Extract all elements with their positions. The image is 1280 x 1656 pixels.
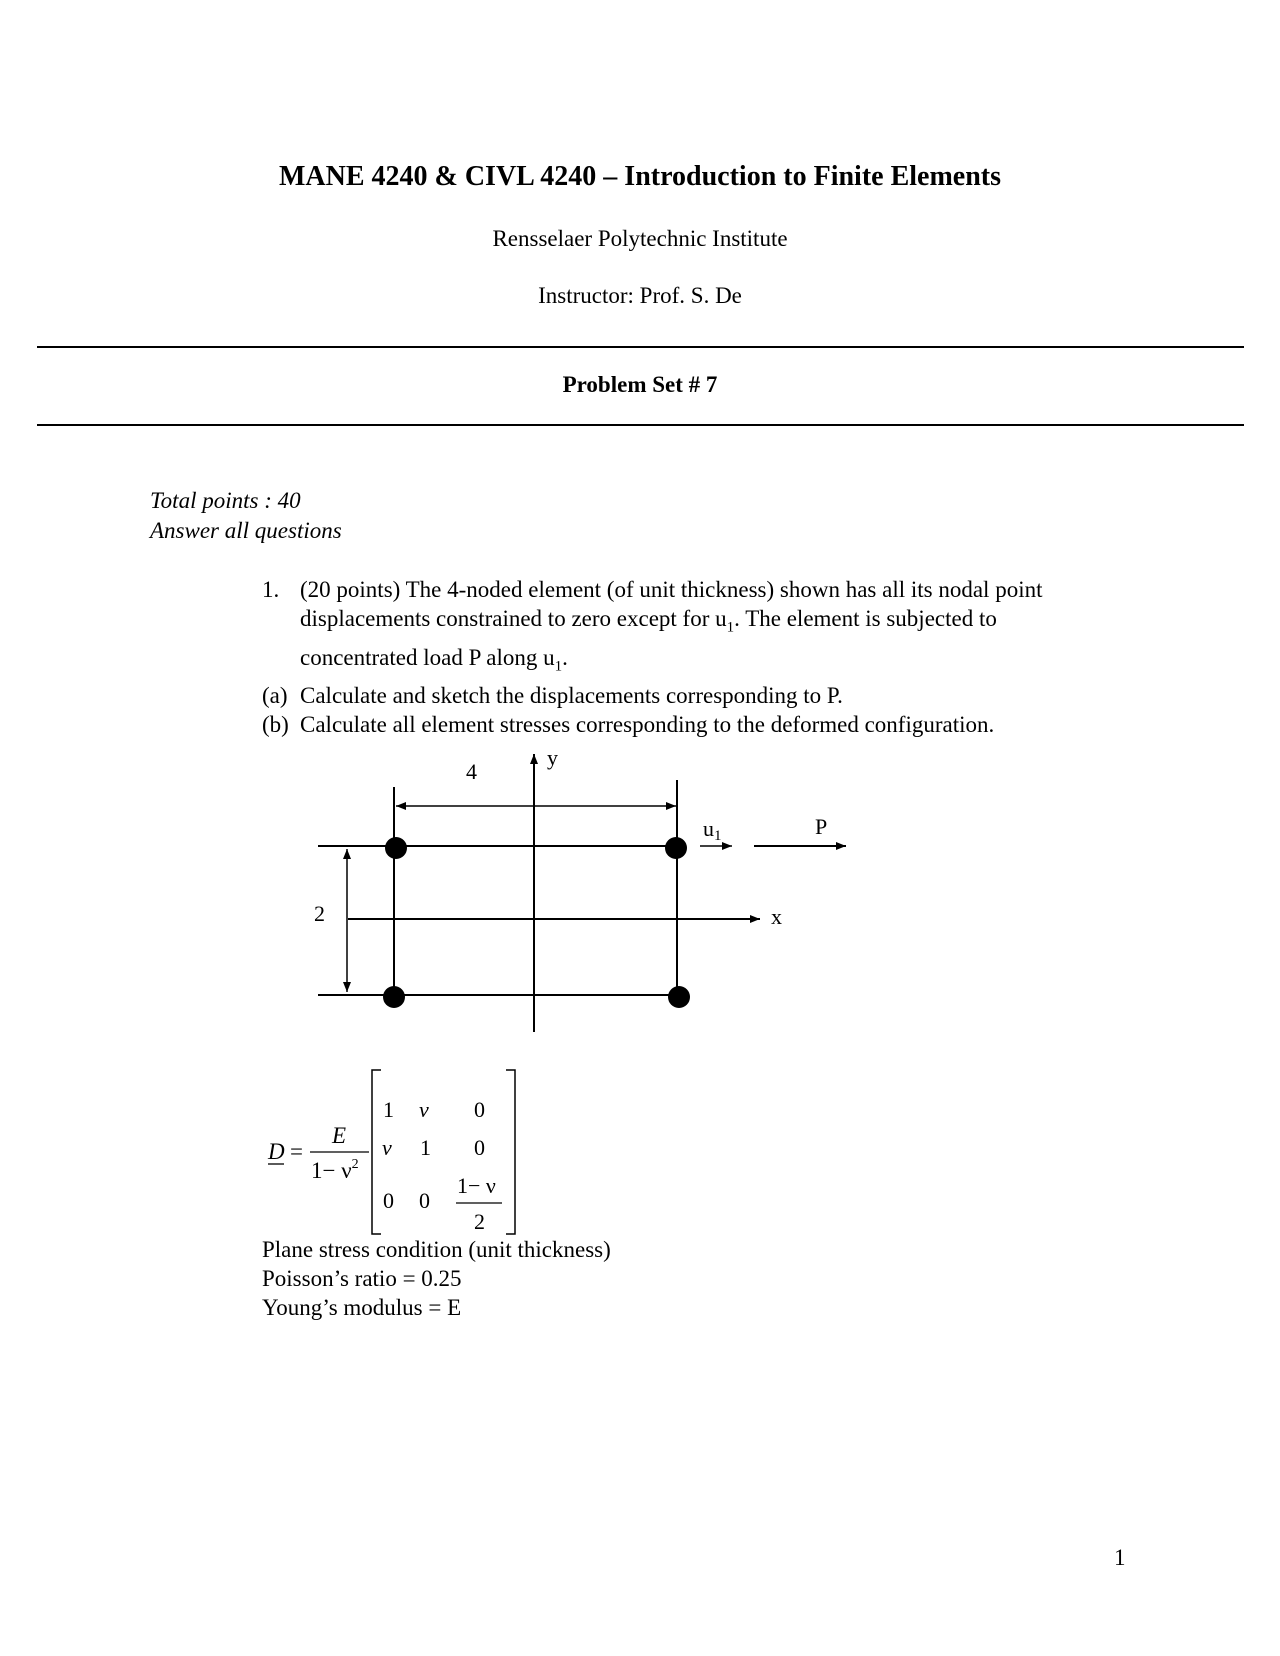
total-points: Total points : 40	[150, 488, 301, 513]
problem-number: 1.	[262, 577, 280, 602]
part-a-label: (a)	[262, 683, 288, 709]
note-plane-stress: Plane stress condition (unit thickness)	[262, 1237, 611, 1262]
m11: 1	[383, 1097, 394, 1122]
u-label: u	[703, 816, 714, 841]
m13: 0	[474, 1097, 485, 1122]
m12: ν	[419, 1097, 429, 1122]
institution: Rensselaer Polytechnic Institute	[492, 226, 788, 251]
document-title: MANE 4240 & CIVL 4240 – Introduction to Finite Elements	[278, 161, 1002, 192]
y-axis-label: y	[547, 745, 558, 770]
instruction: Answer all questions	[150, 518, 342, 543]
m33-denominator: 2	[474, 1209, 485, 1234]
x-axis-label: x	[771, 904, 782, 929]
right-bracket	[506, 1070, 515, 1234]
problem-text-line1: (20 points) The 4-noded element (of unit thickness) shown has all its nodal point	[300, 577, 1043, 602]
m21: ν	[382, 1135, 392, 1160]
problem-set-title: Problem Set # 7	[562, 372, 718, 397]
node-bottom-right	[668, 986, 690, 1008]
left-bracket	[372, 1070, 381, 1234]
problem-text-line3: concentrated load P along u	[300, 644, 555, 670]
subscript: 1	[726, 619, 735, 636]
instructor: Instructor: Prof. S. De	[538, 283, 742, 308]
fraction-denominator	[311, 1157, 359, 1183]
note-poisson: Poisson’s ratio = 0.25	[262, 1266, 462, 1291]
part-a-text: Calculate and sketch the displacements corresponding to P.	[300, 683, 843, 709]
node-bottom-left	[383, 986, 405, 1008]
u-subscript: 1	[714, 828, 722, 844]
problem-text-line2-end: . The element is subjected to	[734, 606, 997, 631]
material-notes	[262, 1235, 611, 1322]
node-top-left	[385, 837, 407, 859]
fraction-numerator: E	[332, 1123, 347, 1148]
note-youngs: Young’s modulus = E	[262, 1295, 462, 1320]
height-label: 2	[314, 901, 325, 926]
matrix-equals: =	[290, 1139, 303, 1164]
matrix-lhs: D	[268, 1139, 285, 1164]
node-top-right	[665, 837, 687, 859]
part-b-text: Calculate all element stresses corresponding to the deformed configuration.	[300, 712, 995, 738]
m22: 1	[420, 1135, 431, 1160]
page-number: 1	[1114, 1545, 1126, 1570]
load-label: P	[815, 814, 828, 839]
problem-text-line3-end: .	[562, 644, 568, 670]
m31: 0	[383, 1188, 394, 1213]
m23: 0	[474, 1135, 485, 1160]
denominator-text: 1− ν	[311, 1158, 352, 1183]
denominator-exponent: 2	[351, 1157, 359, 1172]
m33-numerator: 1− ν	[457, 1173, 496, 1198]
problem-text-line2: displacements constrained to zero except for u	[300, 606, 727, 631]
u1-label	[703, 816, 722, 844]
width-label: 4	[466, 759, 477, 784]
subscript: 1	[554, 658, 563, 675]
part-b-label: (b)	[262, 712, 289, 738]
m32: 0	[419, 1188, 430, 1213]
